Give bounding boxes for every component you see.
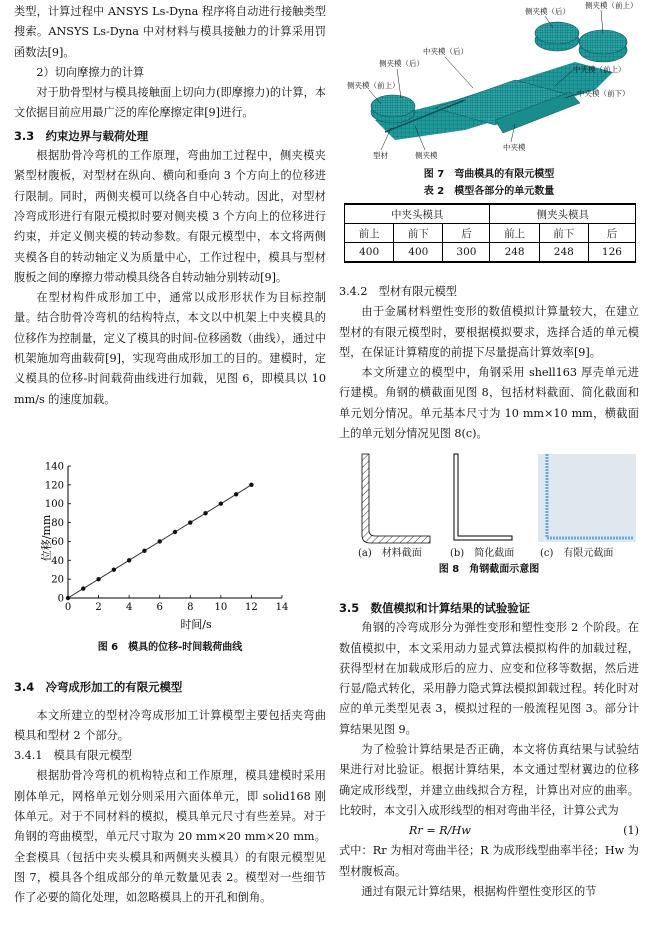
- paragraph-3-3-b: 在型材构件成形加工中，通常以成形形状作为目标控制量。结合肋骨冷弯机的结构特点，本文以中机架上中夹模具的位移作为控制量，定义了模具的时间-位移函数（曲线），通过中机架施加弯曲载荷[9]，实现弯曲成形加工的目的。建模时，定义模具的位移-时间载荷曲线进行加载，见图 6，即模具以 10 mm/s 的速度加载。: [14, 291, 326, 406]
- paragraph-tangent: 对于肋骨型材与模具接触面上切向力(即摩擦力)的计算，本文依据目前应用最广泛的库伦摩擦定律[9]进行。: [14, 86, 326, 120]
- y-tick-label: 120: [44, 480, 64, 492]
- right-column-mid: [339, 282, 639, 444]
- data-point: [173, 530, 177, 534]
- table-cell: 300: [443, 243, 490, 263]
- x-tick-label: 14: [275, 602, 289, 613]
- paragraph-3-4-1: 根据肋骨冷弯机的机构特点和工作原理，模具建模时采用刚体单元，网格单元划分则采用六面体单元，即 solid168 刚体单元。对于不同材料的模拟，模具单元尺寸有些差异。对于角钢的弯曲模型，单元尺寸取为 20 mm×20 mm×20 mm。全套模具（包括中夹头模具和两侧夹头模具）的有限元模型见图 7，模具各个组成部分的单元数量见表 2。模型对一些细节作了必要的简化处理，如忽略模具上的开孔和倒角。: [14, 769, 326, 905]
- label-profile: 型材: [373, 151, 388, 160]
- equation-row: [339, 821, 639, 841]
- table-cell: 400: [345, 243, 394, 263]
- series-points: [66, 483, 254, 601]
- left-side-die-top: [371, 95, 415, 117]
- fe-section-background: [538, 454, 636, 542]
- label-side-front: 侧夹模（前上）: [585, 1, 638, 10]
- data-point: [203, 511, 207, 515]
- table-cell: 248: [539, 243, 588, 263]
- data-point: [158, 539, 162, 543]
- x-tick-label: 0: [64, 602, 72, 613]
- fig6-displacement-time-chart: [20, 458, 300, 638]
- table-row: [345, 243, 636, 263]
- table-group-header: 中夹头模具: [345, 204, 490, 224]
- paragraph-3-4-2-a: 由于金属材料塑性变形的数值模拟计算量较大，在建立型材的有限元模型时，要根据模拟要求，选择合适的单元模型，在保证计算精度的前提下尽量提高计算效率[9]。: [339, 305, 639, 359]
- x-tick-label: 8: [187, 602, 194, 613]
- table2-title: 表 2 模型各部分的单元数量: [423, 186, 555, 197]
- x-tick-label: 4: [125, 602, 133, 613]
- left-column-bottom: [14, 638, 326, 909]
- y-tick-label: 40: [51, 555, 64, 567]
- label-mid-front-top: 中夹模（前上）: [573, 65, 626, 74]
- label-mid-clamp: 中夹模: [503, 143, 526, 152]
- x-tick-label: 12: [245, 602, 258, 613]
- paragraph-3-4-2-b: 本文所建立的模型中，角钢采用 shell163 厚壳单元进行建模。角钢的横截面见图 8，包括材料截面、简化截面和单元划分情况。单元基本尺寸为 10 mm×10 mm，横截面上的单元划分情况见图 8(c)。: [339, 366, 639, 441]
- heading-3-4-2: 3.4.2 型材有限元模型: [339, 285, 457, 298]
- paragraph-3-5-c: 式中：Rr 为相对弯曲半径；R 为成形线型曲率半径；Hw 为型材腹板高。: [339, 844, 639, 878]
- equation-1: Rr = R/Hw: [409, 824, 471, 838]
- table-row: [345, 224, 636, 243]
- x-axis-label: 时间/s: [180, 618, 212, 631]
- right-column-bottom: [339, 598, 639, 902]
- material-section-shape: [362, 454, 430, 543]
- paragraph-3-4: 本文所建立的型材冷弯成形加工计算模型主要包括夹弯曲模具和型材 2 个部分。: [14, 708, 326, 742]
- y-tick-label: 140: [44, 461, 64, 473]
- equation-number: (1): [623, 824, 639, 838]
- data-point: [66, 596, 70, 600]
- table-subheader: 前上: [490, 224, 539, 243]
- label-side-clamp: 侧夹模: [415, 151, 438, 160]
- heading-3-3: 3.3 约束边界与载荷处理: [14, 128, 149, 143]
- paragraph-3-5-b: 为了检验计算结果是否正确，本文将仿真结果与试验结果进行对比验证。根据计算结果，本文通过型材翼边的位移确定成形线型，并建立曲线拟合方程，计算出对应的曲率。比较时，本文引入成形线型的相对弯曲半径，计算公式为: [339, 743, 639, 817]
- fig7-caption-block: [339, 166, 639, 200]
- data-point: [112, 568, 116, 572]
- y-tick-label: 20: [51, 574, 64, 586]
- table-group-header: 侧夹头模具: [490, 204, 636, 224]
- right-side-die-top-a: [535, 22, 579, 44]
- paragraph-3-5-d: 通过有限元计算结果，根据构件塑性变形区的节: [361, 884, 597, 898]
- table2: [344, 203, 636, 263]
- data-point: [188, 520, 192, 524]
- x-tick-label: 10: [214, 602, 228, 613]
- fig8-angle-section: [342, 452, 638, 558]
- label-mid-front-bottom: 中夹模（前下）: [577, 89, 630, 98]
- data-point: [81, 586, 85, 590]
- table-subheader: 前上: [345, 224, 394, 243]
- heading-3-5: 3.5 数值模拟和计算结果的试验验证: [339, 601, 531, 615]
- paragraph-3-3-a: 根据肋骨冷弯机的工作原理，弯曲加工过程中，侧夹模夹紧型材腹板，对型材在纵向、横向和垂向 3 个方向上的位移进行限制。同时，两侧夹模可以绕各自中心转动。因此，对型材冷弯成形进行有限元模拟时要对侧夹模 3 个方向上的位移进行约束，并定义侧夹模的转动参数。有限元模型中，本文将两侧夹模各自的转动轴定义为质量中心，工作过程中，模具与型材腹板之间的摩擦力带动模具绕各自转动轴分别转动[9]。: [14, 149, 326, 284]
- fig8-label-a: (a) 材料截面: [358, 548, 422, 558]
- fig6-caption: 图 6 模具的位移-时间载荷曲线: [97, 642, 243, 653]
- label-side-rear: 侧夹模（后）: [525, 7, 570, 16]
- y-tick-label: 100: [44, 499, 64, 511]
- fig8-caption-block: [339, 562, 639, 578]
- x-tick-label: 6: [156, 602, 163, 613]
- x-tick-label: 2: [95, 602, 102, 613]
- data-point: [249, 483, 253, 487]
- table-cell: 126: [588, 243, 635, 263]
- data-point: [234, 492, 238, 496]
- table-subheader: 前下: [394, 224, 443, 243]
- data-point: [142, 549, 146, 553]
- y-tick-label: 80: [51, 518, 64, 530]
- fig7-die-fe-model: [345, 0, 645, 165]
- heading-tangent-force: 2）切向摩擦力的计算: [36, 65, 145, 79]
- y-tick-label: 60: [51, 536, 64, 548]
- label-side-rear-left: 侧夹模（后）: [379, 59, 424, 68]
- paragraph-intro: 类型，计算过程中 ANSYS Ls-Dyna 程序将自动进行接触类型搜索。ANSYS Ls-Dyna 中对材料与模具接触力的计算采用罚函数法[9]。: [14, 5, 326, 59]
- data-point: [127, 558, 131, 562]
- table-subheader: 前下: [539, 224, 588, 243]
- label-side-front-left: 侧夹模（前上）: [347, 81, 400, 90]
- left-column-top: [14, 2, 326, 410]
- table-row: [345, 204, 636, 224]
- table-cell: 400: [394, 243, 443, 263]
- y-axis-label: 位移/mm: [40, 514, 53, 562]
- fig8-label-b: (b) 简化截面: [450, 548, 515, 558]
- fig7-caption: 图 7 弯曲模具的有限元模型: [423, 169, 555, 180]
- fig8-caption: 图 8 角钢截面示意图: [438, 564, 540, 575]
- table-subheader: 后: [443, 224, 490, 243]
- fig8-label-c: (c) 有限元截面: [540, 548, 614, 558]
- paragraph-3-5-a: 角钢的冷弯成形分为弹性变形和塑性变形 2 个阶段。在数值模拟中，本文采用动力显式算法模拟构件的加载过程，获得型材在加载成形后的应力、应变和位移等数据，然后进行显/隐式转化，采用静力隐式算法模拟卸载过程。转化时对应的单元类型见表 3，模拟过程的一般流程见图 3。部分计算结果见图 9。: [339, 621, 639, 736]
- table-subheader: 后: [588, 224, 635, 243]
- data-point: [96, 577, 100, 581]
- label-mid-rear: 中夹模（后）: [423, 47, 468, 56]
- simplified-section-shape: [454, 454, 512, 540]
- data-point: [219, 502, 223, 506]
- heading-3-4-1: 3.4.1 模具有限元模型: [14, 749, 132, 763]
- y-tick-label: 0: [57, 593, 64, 605]
- heading-3-4: 3.4 冷弯成形加工的有限元模型: [14, 680, 183, 695]
- table-cell: 248: [490, 243, 539, 263]
